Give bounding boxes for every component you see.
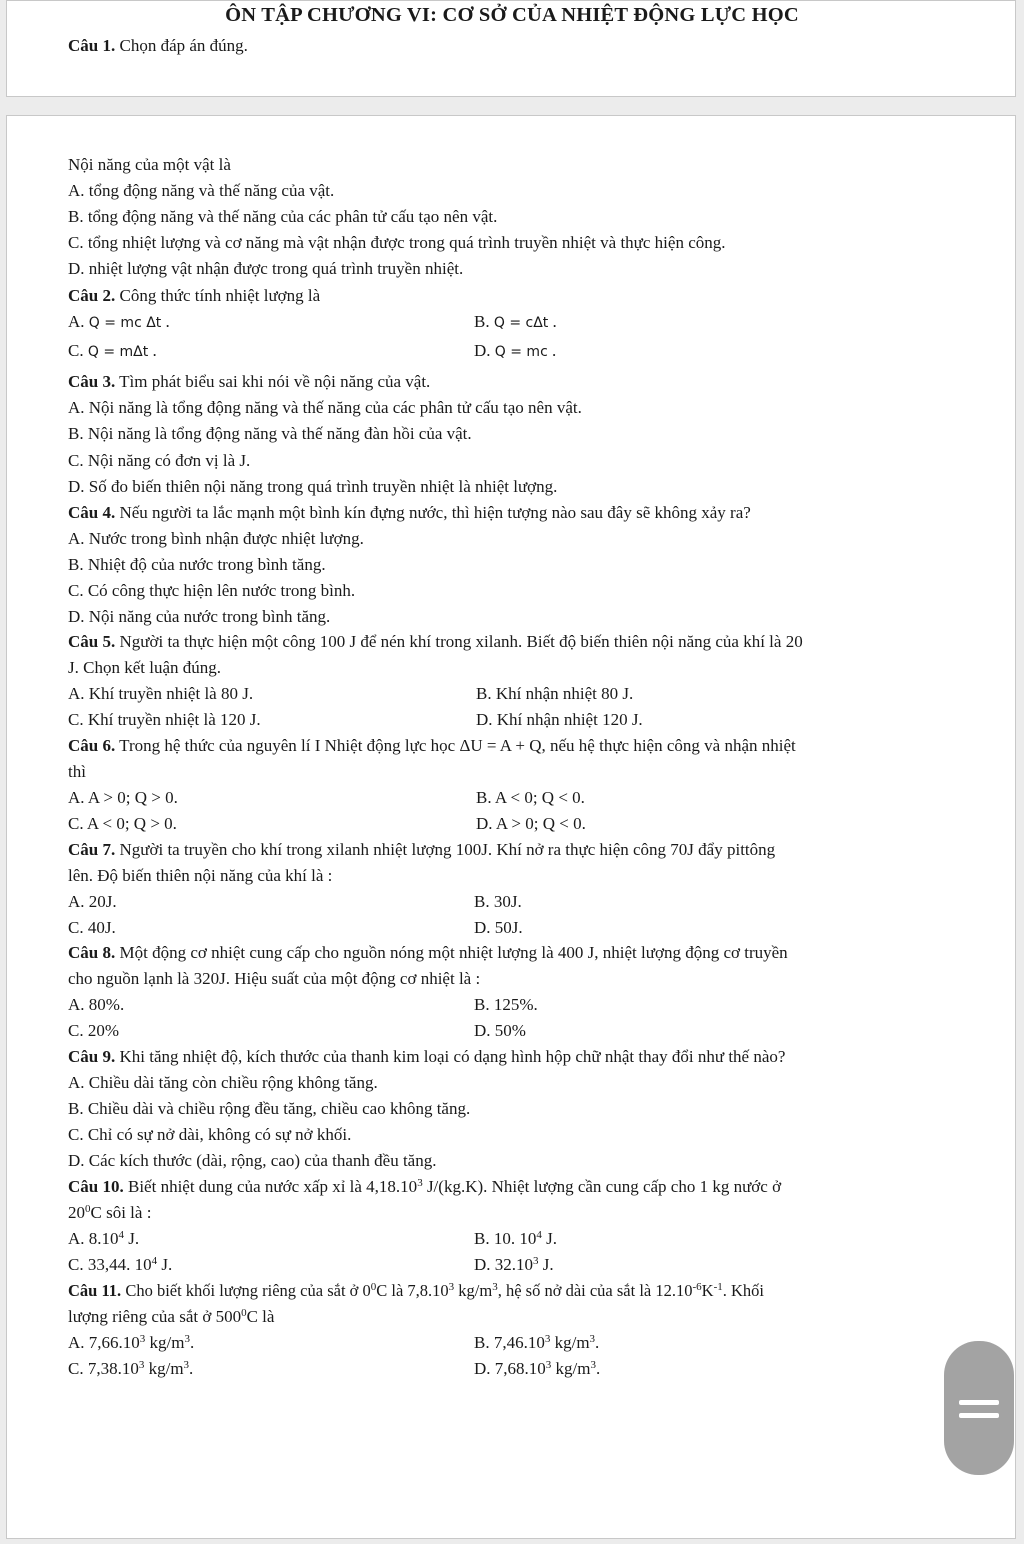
- q6-option-a: A. A > 0; Q > 0.: [68, 788, 178, 807]
- q2-option-b: B. Q = cΔt .: [474, 312, 557, 331]
- q5-option-c: C. Khí truyền nhiệt là 120 J.: [68, 710, 261, 729]
- q6-option-c: C. A < 0; Q > 0.: [68, 814, 177, 833]
- handle-grip-icon: [959, 1400, 999, 1405]
- scroll-handle[interactable]: [944, 1341, 1014, 1475]
- q1-option-c: C. tổng nhiệt lượng và cơ năng mà vật nhận được trong quá trình truyền nhiệt và thực hiện công.: [68, 233, 726, 252]
- q7-option-c: C. 40J.: [68, 918, 116, 937]
- question-7-header: Câu 7. Người ta truyền cho khí trong xilanh nhiệt lượng 100J. Khí nở ra thực hiện công 70J đẩy pittông: [68, 840, 776, 859]
- q7-option-d: D. 50J.: [474, 918, 523, 937]
- q9-option-d: D. Các kích thước (dài, rộng, cao) của thanh đều tăng.: [68, 1151, 437, 1170]
- q8-option-a: A. 80%.: [68, 995, 125, 1014]
- q2-option-d: D. Q = mc .: [474, 341, 557, 360]
- handle-grip-icon: [959, 1413, 999, 1418]
- q10-option-b: B. 10. $10^4$ J.: [474, 1229, 557, 1248]
- question-8-cont: cho nguồn lạnh là 320J. Hiệu suất của một động cơ nhiệt là :: [68, 969, 481, 988]
- q4-option-a: A. Nước trong bình nhận được nhiệt lượng.: [68, 529, 364, 548]
- q10-option-d: D. 32.10$^3$ J.: [474, 1255, 554, 1274]
- question-1-stem: Nội năng của một vật là: [68, 155, 231, 174]
- q11-option-a: A. 7,66.10$^3$ $kg/m^3$.: [68, 1333, 195, 1352]
- question-11-header: Câu 11. Cho biết khối lượng riêng của sắt ở $0^0C$ là 7,8.10$^3$ $kg/m^3$, hệ số nở dài của sắt là $12.10^{-6}K^{-1}$. Khối: [68, 1281, 764, 1300]
- q8-option-d: D. 50%: [474, 1021, 526, 1040]
- q7-option-a: A. 20J.: [68, 892, 117, 911]
- q10-option-c: C. 33,44. $10^4$ J.: [68, 1255, 173, 1274]
- question-6-cont: thì: [68, 762, 86, 781]
- q9-option-b: B. Chiều dài và chiều rộng đều tăng, chiều cao không tăng.: [68, 1099, 471, 1118]
- q1-option-b: B. tổng động năng và thế năng của các phân tử cấu tạo nên vật.: [68, 207, 498, 226]
- q11-option-c: C. 7,38.10$^3$ $kg/m^3$.: [68, 1359, 194, 1378]
- question-10-cont: $20^0C$ sôi là :: [68, 1203, 152, 1222]
- q8-option-c: C. 20%: [68, 1021, 119, 1040]
- q2-option-c: C. Q = mΔt .: [68, 341, 157, 360]
- q11-option-d: D. 7,68.10$^3$ $kg/m^3$.: [474, 1359, 601, 1378]
- question-5-header: Câu 5. Người ta thực hiện một công 100 J để nén khí trong xilanh. Biết độ biến thiên nội năng của khí là 20: [68, 632, 803, 651]
- question-4-header: Câu 4. Nếu người ta lắc mạnh một bình kín đựng nước, thì hiện tượng nào sau đây sẽ không xảy ra?: [68, 503, 751, 522]
- q6-option-b: B. A < 0; Q < 0.: [476, 788, 585, 807]
- question-11-cont: lượng riêng của sắt ở $500^0C$ là: [68, 1307, 275, 1326]
- question-10-header: Câu 10. Biết nhiệt dung của nước xấp xỉ là 4,18.10$^3$ J/(kg.K). Nhiệt lượng cần cung cấp cho 1 kg nước ở: [68, 1177, 782, 1196]
- q4-option-d: D. Nội năng của nước trong bình tăng.: [68, 607, 331, 626]
- question-1-header: Câu 1. Chọn đáp án đúng.: [68, 36, 248, 55]
- q3-option-d: D. Số đo biến thiên nội năng trong quá trình truyền nhiệt là nhiệt lượng.: [68, 477, 558, 496]
- q3-option-b: B. Nội năng là tổng động năng và thế năng đàn hồi của vật.: [68, 424, 472, 443]
- q3-option-a: A. Nội năng là tổng động năng và thế năng của các phân tử cấu tạo nên vật.: [68, 398, 582, 417]
- question-9-header: Câu 9. Khi tăng nhiệt độ, kích thước của thanh kim loại có dạng hình hộp chữ nhật thay đổi như thế nào?: [68, 1047, 786, 1066]
- question-5-cont: J. Chọn kết luận đúng.: [68, 658, 221, 677]
- q2-option-a: A. Q = mc Δt .: [68, 312, 170, 331]
- q1-option-a: A. tổng động năng và thế năng của vật.: [68, 181, 335, 200]
- q10-option-a: A. 8.10$^4$ J.: [68, 1229, 140, 1248]
- question-7-cont: lên. Độ biến thiên nội năng của khí là :: [68, 866, 333, 885]
- q3-option-c: C. Nội năng có đơn vị là J.: [68, 451, 251, 470]
- question-6-header: Câu 6. Trong hệ thức của nguyên lí I Nhiệt động lực học ΔU = A + Q, nếu hệ thực hiện công và nhận nhiệt: [68, 736, 796, 755]
- q5-option-b: B. Khí nhận nhiệt 80 J.: [476, 684, 634, 703]
- q11-option-b: B. 7,46.10$^3$ $kg/m^3$.: [474, 1333, 600, 1352]
- q9-option-c: C. Chỉ có sự nở dài, không có sự nở khối.: [68, 1125, 352, 1144]
- q5-option-a: A. Khí truyền nhiệt là 80 J.: [68, 684, 254, 703]
- question-3-header: Câu 3. Tìm phát biểu sai khi nói về nội năng của vật.: [68, 372, 431, 391]
- q7-option-b: B. 30J.: [474, 892, 522, 911]
- question-2-header: Câu 2. Công thức tính nhiệt lượng là: [68, 286, 321, 305]
- q8-option-b: B. 125%.: [474, 995, 538, 1014]
- q5-option-d: D. Khí nhận nhiệt 120 J.: [476, 710, 643, 729]
- q1-option-d: D. nhiệt lượng vật nhận được trong quá trình truyền nhiệt.: [68, 259, 464, 278]
- q4-option-c: C. Có công thực hiện lên nước trong bình.: [68, 581, 356, 600]
- q6-option-d: D. A > 0; Q < 0.: [476, 814, 586, 833]
- q9-option-a: A. Chiều dài tăng còn chiều rộng không tăng.: [68, 1073, 378, 1092]
- question-8-header: Câu 8. Một động cơ nhiệt cung cấp cho nguồn nóng một nhiệt lượng là 400 J, nhiệt lượng động cơ truyền: [68, 943, 788, 962]
- document-title: ÔN TẬP CHƯƠNG VI: CƠ SỞ CỦA NHIỆT ĐỘNG LỰC HỌC: [225, 4, 799, 26]
- q4-option-b: B. Nhiệt độ của nước trong bình tăng.: [68, 555, 326, 574]
